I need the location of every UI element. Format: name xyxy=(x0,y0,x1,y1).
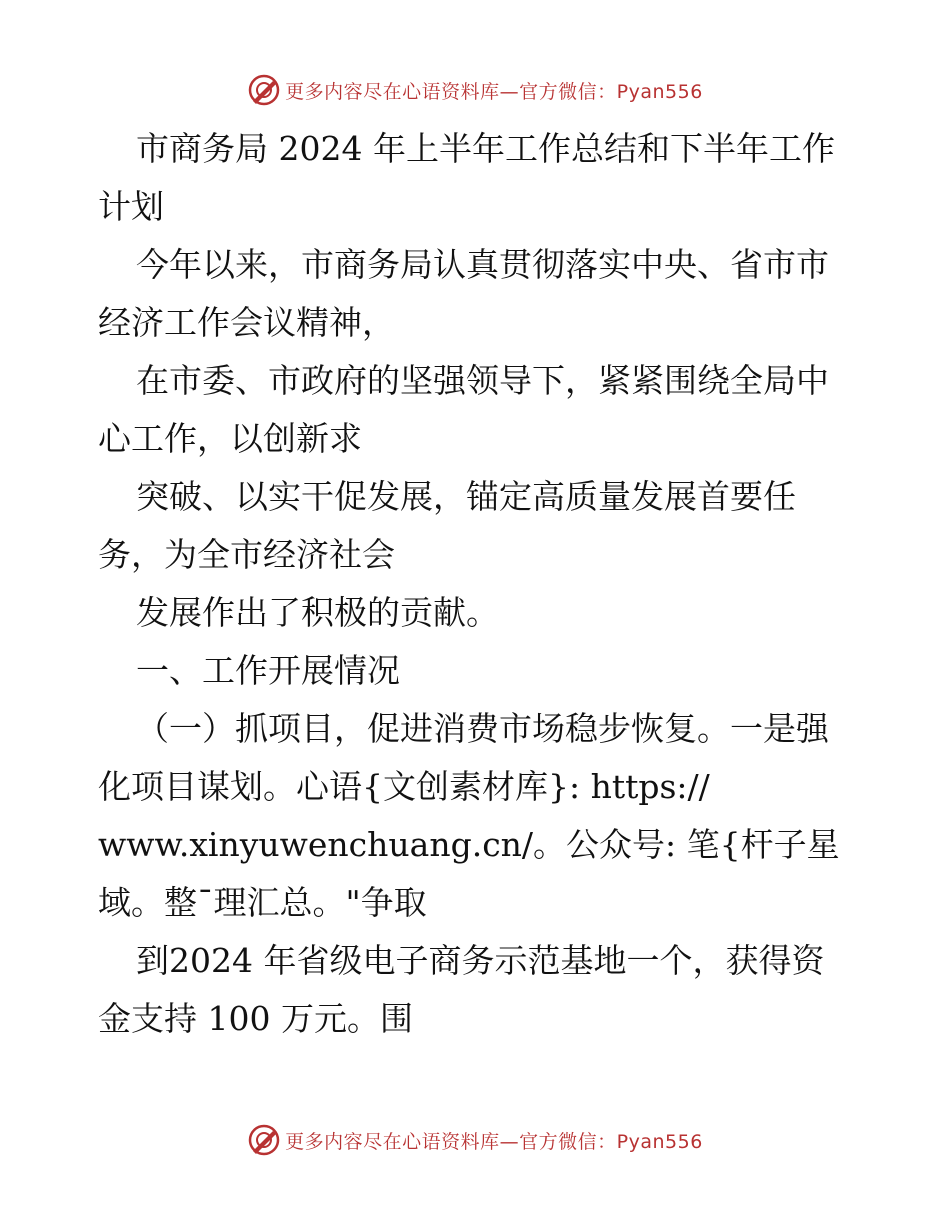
paragraph-line: （一）抓项目，促进消费市场稳步恢复。一是强 xyxy=(136,709,829,748)
paragraph-line: 金支持 100 万元。围 xyxy=(98,999,413,1038)
paragraph-line: 发展作出了积极的贡献。 xyxy=(136,593,499,632)
title-line-1: 市商务局 2024 年上半年工作总结和下半年工作 xyxy=(136,129,835,168)
title-line-2: 计划 xyxy=(98,187,164,226)
paragraph-line: 化项目谋划。心语{文创素材库}: https:// xyxy=(98,767,710,806)
paragraph-line: www.xinyuwenchuang.cn/。公众号: 笔{杆子星 xyxy=(98,825,840,864)
watermark-text: 更多内容尽在心语资料库—官方微信：Pyan556 xyxy=(285,80,703,103)
paragraph-line: 域。整¯理汇总。"争取 xyxy=(98,883,427,922)
pen-logo-icon xyxy=(247,1123,281,1157)
pen-logo-icon xyxy=(247,73,281,107)
document-body xyxy=(98,120,858,1048)
paragraph-line: 经济工作会议精神， xyxy=(98,303,395,342)
watermark-banner-top xyxy=(0,70,950,110)
watermark-text: 更多内容尽在心语资料库—官方微信：Pyan556 xyxy=(285,1130,703,1153)
section-heading: 一、工作开展情况 xyxy=(136,651,400,690)
paragraph-line: 心工作，以创新求 xyxy=(98,419,362,458)
paragraph-line: 突破、以实干促发展，锚定高质量发展首要任 xyxy=(136,477,796,516)
paragraph-line: 务，为全市经济社会 xyxy=(98,535,395,574)
watermark-banner-bottom xyxy=(0,1120,950,1160)
paragraph-line: 在市委、市政府的坚强领导下，紧紧围绕全局中 xyxy=(136,361,829,400)
paragraph-line: 今年以来，市商务局认真贯彻落实中央、省市市 xyxy=(136,245,829,284)
paragraph-line: 到2024 年省级电子商务示范基地一个，获得资 xyxy=(136,941,825,980)
